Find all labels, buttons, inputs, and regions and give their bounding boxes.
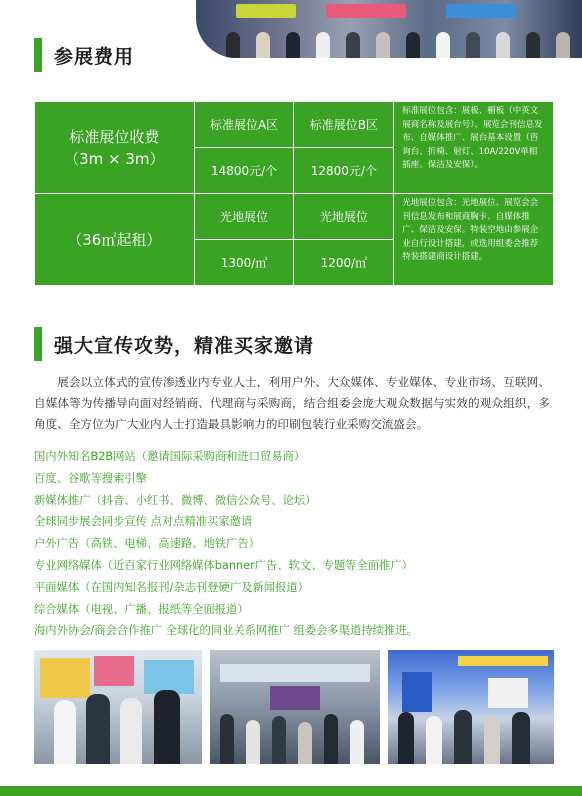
pricing-table [34, 101, 554, 286]
zone-a-header: 标准展位A区 [194, 102, 294, 148]
raw-space-b-header: 光地展位 [294, 194, 394, 240]
footer-accent-bar [0, 786, 582, 796]
section-heading-promotion [34, 327, 314, 361]
label-line: （3m × 3m） [64, 149, 165, 168]
promotion-intro: 展会以立体式的宣传渗透业内专业人士，利用户外、大众媒体、专业媒体、专业市场、互联网、自媒体等为传播导向面对经销商、代理商与采购商，结合组委会庞大观众数据与实效的观众组织，多角度、全方位为广大业内人士打造最具影响力的印刷包装行业采购交流盛会。 [34, 375, 550, 431]
raw-space-label: （36㎡起租） [35, 194, 195, 286]
section-title: 参展费用 [54, 45, 135, 68]
list-item: 户外广告（高铁、电梯、高速路、地铁广告） [34, 537, 260, 551]
raw-space-note: 光地展位包含：光地展位、展览会会刊信息发布和展商胸卡、自媒体推广、保洁及安保。特装空地由参展企业自行设计搭建，或选用组委会推荐特装搭建商设计搭建。 [394, 194, 554, 286]
raw-space-b-price: 1200/㎡ [294, 240, 394, 286]
list-item: 综合媒体（电视、广播、报纸等全面报道） [34, 602, 249, 616]
list-item: 平面媒体（在国内知名报刊/杂志刊登硬广及新闻报道） [34, 580, 309, 594]
zone-a-price: 14800元/个 [194, 148, 294, 194]
header-exhibition-photo [196, 0, 582, 58]
label-line: 标准展位收费 [69, 127, 160, 146]
section-heading-fees [34, 38, 134, 72]
photo-banner [236, 4, 296, 18]
zone-b-price: 12800元/个 [294, 148, 394, 194]
exhibition-photo [34, 650, 202, 764]
list-item: 专业网络媒体（近百家行业网络媒体banner广告、软文、专题等全面推广） [34, 558, 413, 572]
list-item: 海内外协会/商会合作推广 全球化的同业关系网推广 组委会多渠道持续推进。 [34, 624, 418, 638]
standard-booth-label [35, 102, 195, 194]
zone-b-header: 标准展位B区 [294, 102, 394, 148]
exhibition-photo-row [34, 650, 554, 764]
standard-booth-note: 标准展位包含：展板、楣板（中英文展商名称及展台号）、展览会刊信息发布、自媒体推广、展台基本设置（咨询台、折椅、射灯、10A/220V单相插座、保洁及安保）。 [394, 102, 554, 194]
promotion-channel-list [34, 446, 554, 642]
heading-accent-bar [34, 327, 42, 361]
section-title: 强大宣传攻势，精准买家邀请 [54, 334, 315, 357]
list-item: 国内外知名B2B网站（邀请国际采购商和进口贸易商） [34, 450, 306, 463]
raw-space-a-price: 1300/㎡ [194, 240, 294, 286]
exhibition-photo [388, 650, 554, 764]
list-item: 全球同步展会同步宣传 点对点精准买家邀请 [34, 515, 253, 529]
list-item: 新媒体推广（抖音、小红书、微博、微信公众号、论坛） [34, 493, 317, 507]
exhibition-photo [210, 650, 380, 764]
list-item: 百度、谷歌等搜索引擎 [34, 471, 147, 485]
photo-banner [326, 4, 406, 18]
heading-accent-bar [34, 38, 42, 72]
photo-banner [446, 4, 516, 18]
raw-space-a-header: 光地展位 [194, 194, 294, 240]
